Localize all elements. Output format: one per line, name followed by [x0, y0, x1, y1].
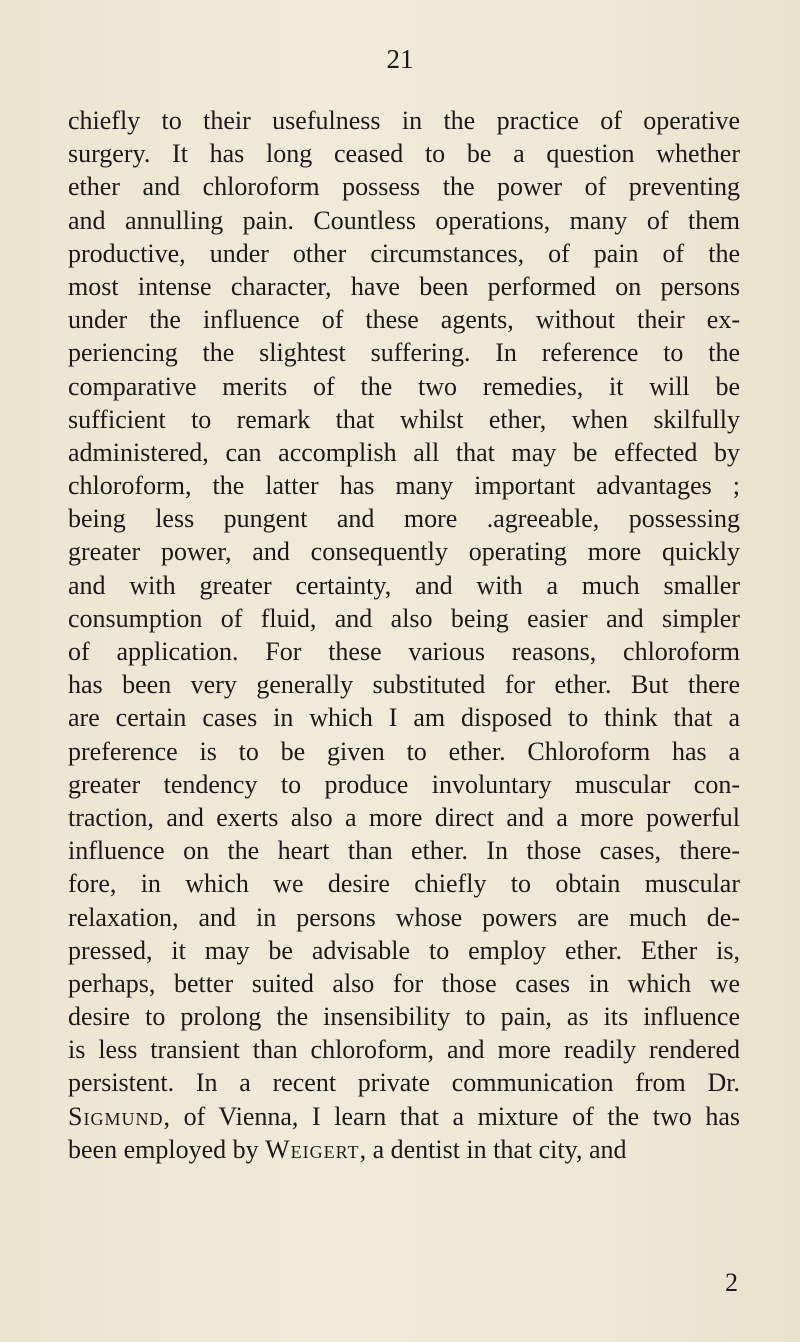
signature-mark: 2 [725, 1268, 738, 1297]
text-fragment: been employed by [68, 1134, 266, 1164]
text-line: influence on the heart than ether. In those cases, there- [68, 836, 740, 866]
text-line: ether and chloroform possess the power of preventing [68, 172, 740, 202]
text-line: is less transient than chloroform, and more readily rendered [68, 1035, 740, 1065]
text-line: relaxation, and in persons whose powers are much de- [68, 902, 740, 932]
body-text [68, 104, 740, 1166]
text-line: periencing the slightest suffering. In reference to the [68, 338, 740, 368]
text-line [68, 1133, 740, 1166]
text-line: being less pungent and more .agreeable, possessing [68, 504, 740, 534]
text-line: has been very generally substituted for ether. But there [68, 670, 740, 700]
name-sigmund: Sigmund [68, 1101, 164, 1131]
text-line: chiefly to their usefulness in the practice of operative [68, 106, 740, 135]
text-line: administered, can accomplish all that may be effected by [68, 437, 740, 467]
text-line: are certain cases in which I am disposed to think that a [68, 703, 740, 733]
text-line: and annulling pain. Countless operations, many of them [68, 205, 740, 235]
page-number: 21 [386, 44, 414, 74]
text-line: traction, and exerts also a more direct and a more powerful [68, 802, 740, 832]
text-line: preference is to be given to ether. Chloroform has a [68, 736, 740, 766]
text-line: fore, in which we desire chiefly to obtain muscular [68, 869, 740, 899]
text-line: desire to prolong the insensibility to pain, as its influence [68, 1002, 740, 1032]
text-line: under the influence of these agents, without their ex- [68, 305, 740, 335]
text-line: consumption of fluid, and also being easier and simpler [68, 603, 740, 633]
text-line: comparative merits of the two remedies, it will be [68, 371, 740, 401]
text-line: of application. For these various reasons, chloroform [68, 637, 740, 666]
text-line [68, 1100, 740, 1133]
text-line: chloroform, the latter has many important advantages ; [68, 471, 740, 501]
text-line: surgery. It has long ceased to be a question whether [68, 139, 740, 169]
text-line: sufficient to remark that whilst ether, when skilfully [68, 404, 740, 434]
text-fragment: , a dentist in that city, and [359, 1134, 627, 1164]
text-line: productive, under other circumstances, of pain of the [68, 238, 740, 268]
text-line: pressed, it may be advisable to employ ether. Ether is, [68, 935, 740, 965]
text-line: and with greater certainty, and with a much smaller [68, 570, 740, 600]
text-line: most intense character, have been performed on persons [68, 271, 740, 301]
text-line: persistent. In a recent private communication from Dr. [68, 1068, 740, 1098]
text-line: greater power, and consequently operating more quickly [68, 537, 740, 567]
name-weigert: Weigert [265, 1134, 360, 1164]
text-line: greater tendency to produce involuntary muscular con- [68, 769, 740, 799]
text-fragment: , of Vienna, I learn that a mixture of the two has [163, 1101, 740, 1131]
text-line: perhaps, better suited also for those cases in which we [68, 968, 740, 998]
